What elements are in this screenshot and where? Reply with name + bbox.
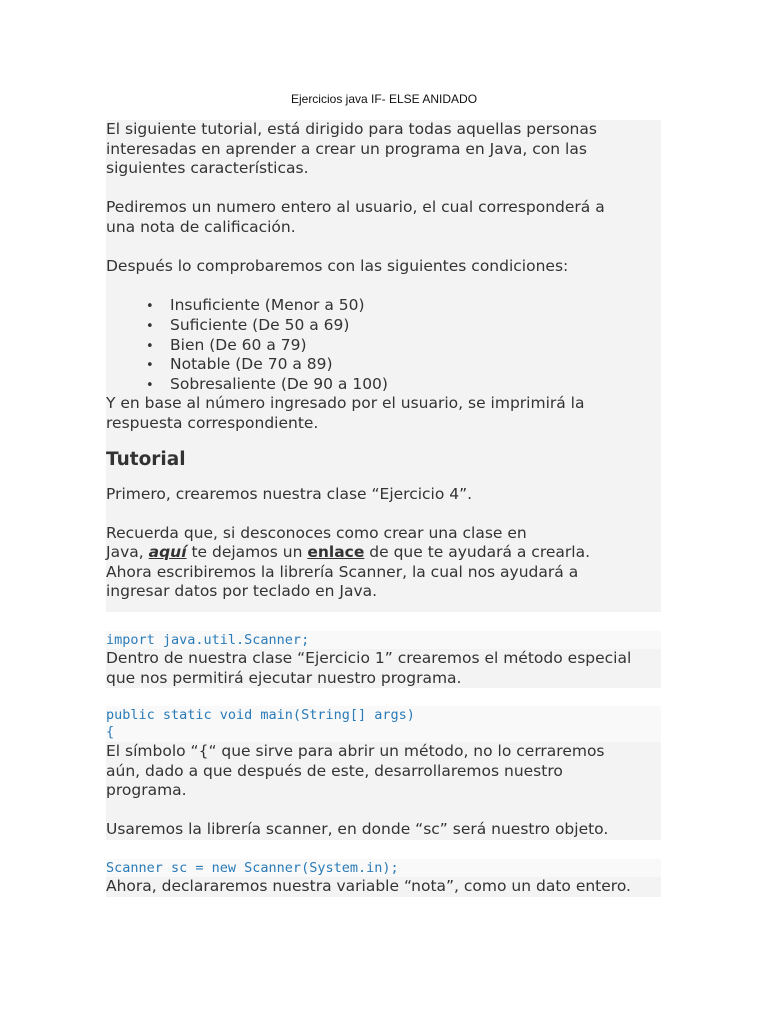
text-fragment: de que te ayudará a crearla. [364, 543, 591, 562]
content-block-3 [106, 742, 661, 840]
paragraph-line-with-links [106, 543, 661, 563]
list-item: • Insuficiente (Menor a 50) [106, 296, 661, 316]
paragraph-line: Primero, crearemos nuestra clase “Ejercicio 4”. [106, 484, 473, 503]
paragraph-line: aún, dado a que después de este, desarrollaremos nuestro [106, 761, 563, 780]
enlace-link[interactable]: enlace [307, 543, 365, 562]
content-block-1 [106, 120, 661, 612]
code-line: Scanner sc = new Scanner(System.in); [106, 860, 399, 876]
code-block-main [106, 706, 661, 742]
paragraph-line: ingresar datos por teclado en Java. [106, 582, 378, 601]
code-line: import java.util.Scanner; [106, 632, 310, 648]
list-item: • Notable (De 70 a 89) [106, 355, 661, 375]
paragraph-line: Usaremos la librería scanner, en donde “sc” será nuestro objeto. [106, 820, 609, 839]
content-block-2 [106, 649, 661, 688]
paragraph-line: El símbolo “{“ que sirve para abrir un método, no lo cerraremos [106, 742, 605, 760]
conditions-list [106, 296, 661, 394]
paragraph-line: una nota de calificación. [106, 217, 296, 236]
paragraph-line: Ahora escribiremos la librería Scanner, la cual nos ayudará a [106, 562, 579, 581]
code-block-import [106, 631, 661, 650]
paragraph-line: Ahora, declararemos nuestra variable “nota”, como un dato entero. [106, 877, 631, 895]
paragraph-line: Pediremos un numero entero al usuario, el cual corresponderá a [106, 198, 605, 217]
paragraph-line: que nos permitirá ejecutar nuestro programa. [106, 668, 462, 687]
section-heading: Tutorial [106, 448, 186, 470]
text-fragment: te dejamos un [186, 543, 308, 562]
code-line: public static void main(String[] args) [106, 707, 415, 723]
code-block-scanner [106, 859, 661, 878]
list-item: • Suficiente (De 50 a 69) [106, 316, 661, 336]
paragraph-line: Dentro de nuestra clase “Ejercicio 1” crearemos el método especial [106, 649, 632, 667]
intro-line: siguientes características. [106, 159, 309, 178]
paragraph-line: programa. [106, 781, 187, 800]
list-item: • Bien (De 60 a 79) [106, 336, 661, 356]
document-title: Ejercicios java IF- ELSE ANIDADO [290, 92, 478, 106]
paragraph-line: respuesta correspondiente. [106, 413, 319, 432]
list-item: • Sobresaliente (De 90 a 100) [106, 375, 661, 395]
intro-line: El siguiente tutorial, está dirigido para todas aquellas personas [106, 120, 597, 138]
paragraph-line: Recuerda que, si desconoces como crear una clase en [106, 523, 527, 542]
intro-line: interesadas en aprender a crear un programa en Java, con las [106, 139, 587, 158]
paragraph-line: Y en base al número ingresado por el usuario, se imprimirá la [106, 394, 585, 413]
content-block-4 [106, 877, 661, 897]
text-fragment: Java, [106, 543, 149, 562]
code-line: { [106, 724, 115, 740]
paragraph-line: Después lo comprobaremos con las siguientes condiciones: [106, 257, 569, 276]
aqui-link[interactable]: aquí [148, 543, 187, 562]
